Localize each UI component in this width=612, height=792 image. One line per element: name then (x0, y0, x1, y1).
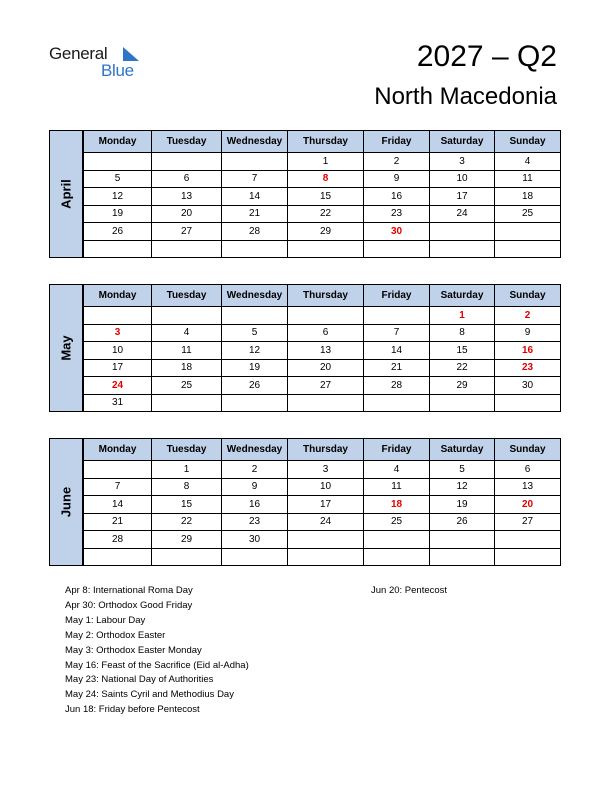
day-cell (288, 394, 364, 412)
day-cell: 14 (84, 496, 152, 514)
day-cell (364, 548, 430, 566)
week-row (84, 513, 561, 531)
day-cell: 26 (430, 513, 495, 531)
day-cell (152, 394, 222, 412)
day-cell: 22 (288, 205, 364, 223)
day-cell: 6 (495, 461, 561, 479)
logo (49, 44, 149, 84)
week-row (84, 324, 561, 342)
day-cell (152, 548, 222, 566)
day-cell (84, 240, 152, 258)
day-cell: 17 (430, 188, 495, 206)
day-cell: 29 (430, 377, 495, 395)
month-label (49, 130, 83, 258)
day-cell: 20 (495, 496, 561, 514)
day-cell: 8 (288, 170, 364, 188)
weekday-header: Thursday (288, 439, 364, 461)
weekday-header: Friday (364, 131, 430, 153)
day-cell: 15 (430, 342, 495, 360)
week-row (84, 342, 561, 360)
day-cell: 18 (495, 188, 561, 206)
day-cell: 27 (152, 223, 222, 241)
weekday-header: Saturday (430, 439, 495, 461)
day-cell (222, 548, 288, 566)
day-cell: 19 (430, 496, 495, 514)
week-row (84, 240, 561, 258)
day-cell: 28 (364, 377, 430, 395)
day-cell (84, 548, 152, 566)
day-cell (495, 240, 561, 258)
day-cell: 5 (84, 170, 152, 188)
day-cell (222, 307, 288, 325)
day-cell: 31 (84, 394, 152, 412)
day-cell (222, 153, 288, 171)
week-row (84, 496, 561, 514)
holiday-note: Apr 8: International Roma Day (65, 585, 193, 596)
day-cell: 4 (495, 153, 561, 171)
day-cell: 25 (364, 513, 430, 531)
day-cell: 20 (288, 359, 364, 377)
holiday-note: Jun 20: Pentecost (371, 585, 448, 596)
day-cell: 6 (288, 324, 364, 342)
day-cell: 9 (364, 170, 430, 188)
weekday-header: Monday (84, 285, 152, 307)
day-cell: 27 (495, 513, 561, 531)
calendar-table (83, 438, 561, 566)
day-cell: 24 (84, 377, 152, 395)
weekday-header: Thursday (288, 131, 364, 153)
day-cell: 9 (495, 324, 561, 342)
week-row (84, 153, 561, 171)
day-cell (495, 223, 561, 241)
weekday-header: Friday (364, 285, 430, 307)
day-cell: 7 (364, 324, 430, 342)
day-cell: 8 (430, 324, 495, 342)
day-cell (364, 394, 430, 412)
day-cell: 16 (495, 342, 561, 360)
logo-text-blue: Blue (101, 61, 134, 80)
day-cell: 4 (152, 324, 222, 342)
day-cell: 12 (430, 478, 495, 496)
day-cell: 5 (430, 461, 495, 479)
day-cell: 18 (152, 359, 222, 377)
day-cell: 5 (222, 324, 288, 342)
day-cell: 13 (152, 188, 222, 206)
day-cell (152, 307, 222, 325)
day-cell (495, 394, 561, 412)
day-cell: 13 (288, 342, 364, 360)
holiday-note: May 16: Feast of the Sacrifice (Eid al-Adha) (65, 659, 249, 671)
day-cell: 13 (495, 478, 561, 496)
day-cell: 15 (288, 188, 364, 206)
day-cell: 4 (364, 461, 430, 479)
day-cell: 19 (84, 205, 152, 223)
week-row (84, 223, 561, 241)
day-cell: 21 (84, 513, 152, 531)
day-cell: 1 (152, 461, 222, 479)
holiday-note: May 23: National Day of Authorities (65, 674, 214, 686)
day-cell: 30 (222, 531, 288, 549)
day-cell: 17 (84, 359, 152, 377)
day-cell: 25 (152, 377, 222, 395)
day-cell (84, 153, 152, 171)
day-cell: 16 (222, 496, 288, 514)
day-cell: 1 (430, 307, 495, 325)
week-row (84, 394, 561, 412)
weekday-header: Sunday (495, 439, 561, 461)
day-cell: 14 (364, 342, 430, 360)
week-row (84, 205, 561, 223)
day-cell: 28 (84, 531, 152, 549)
week-row (84, 170, 561, 188)
day-cell: 10 (288, 478, 364, 496)
day-cell (430, 240, 495, 258)
month-name: June (58, 486, 74, 518)
weekday-header: Monday (84, 131, 152, 153)
page-subtitle: North Macedonia (374, 83, 557, 110)
day-cell (495, 531, 561, 549)
day-cell: 7 (84, 478, 152, 496)
day-cell (84, 461, 152, 479)
day-cell: 10 (84, 342, 152, 360)
day-cell: 26 (222, 377, 288, 395)
week-row (84, 377, 561, 395)
day-cell: 25 (495, 205, 561, 223)
holiday-note: May 1: Labour Day (65, 614, 146, 626)
day-cell: 24 (288, 513, 364, 531)
day-cell (152, 153, 222, 171)
weekday-header: Tuesday (152, 285, 222, 307)
day-cell (430, 394, 495, 412)
day-cell (364, 240, 430, 258)
day-cell (288, 548, 364, 566)
day-cell: 16 (364, 188, 430, 206)
weekday-header: Saturday (430, 285, 495, 307)
day-cell: 8 (152, 478, 222, 496)
day-cell (364, 531, 430, 549)
day-cell (222, 240, 288, 258)
day-cell: 11 (495, 170, 561, 188)
holiday-notes-right (371, 584, 447, 599)
month-label (49, 284, 83, 412)
day-cell: 30 (495, 377, 561, 395)
day-cell: 18 (364, 496, 430, 514)
holiday-note: Apr 30: Orthodox Good Friday (65, 599, 193, 611)
holiday-note: Jun 18: Friday before Pentecost (65, 704, 200, 716)
day-cell: 7 (222, 170, 288, 188)
weekday-header: Thursday (288, 285, 364, 307)
calendar-table (83, 284, 561, 412)
weekday-header: Tuesday (152, 439, 222, 461)
page-title: 2027 – Q2 (416, 40, 557, 73)
holiday-note: May 3: Orthodox Easter Monday (65, 644, 202, 656)
day-cell: 21 (222, 205, 288, 223)
day-cell: 20 (152, 205, 222, 223)
day-cell (430, 223, 495, 241)
day-cell: 23 (495, 359, 561, 377)
month-label (49, 438, 83, 566)
day-cell: 2 (222, 461, 288, 479)
day-cell: 29 (152, 531, 222, 549)
day-cell: 6 (152, 170, 222, 188)
month-name: April (58, 179, 74, 209)
day-cell (152, 240, 222, 258)
day-cell: 12 (84, 188, 152, 206)
day-cell: 23 (364, 205, 430, 223)
day-cell: 3 (84, 324, 152, 342)
weekday-header: Tuesday (152, 131, 222, 153)
weekday-header: Wednesday (222, 439, 288, 461)
day-cell (288, 531, 364, 549)
day-cell: 3 (288, 461, 364, 479)
day-cell: 15 (152, 496, 222, 514)
month-name: May (58, 335, 74, 361)
holiday-note: May 2: Orthodox Easter (65, 629, 166, 641)
holiday-note: May 24: Saints Cyril and Methodius Day (65, 689, 234, 701)
day-cell (288, 307, 364, 325)
calendar-table (83, 130, 561, 258)
week-row (84, 531, 561, 549)
day-cell: 21 (364, 359, 430, 377)
weekday-header: Sunday (495, 131, 561, 153)
holiday-notes-left (65, 584, 249, 718)
week-row (84, 548, 561, 566)
logo-triangle-icon (123, 47, 139, 61)
day-cell (288, 240, 364, 258)
weekday-header: Monday (84, 439, 152, 461)
day-cell: 22 (152, 513, 222, 531)
day-cell: 2 (495, 307, 561, 325)
week-row (84, 307, 561, 325)
day-cell: 9 (222, 478, 288, 496)
week-row (84, 478, 561, 496)
weekday-header: Saturday (430, 131, 495, 153)
day-cell (430, 548, 495, 566)
day-cell: 14 (222, 188, 288, 206)
day-cell: 22 (430, 359, 495, 377)
day-cell: 11 (364, 478, 430, 496)
day-cell: 17 (288, 496, 364, 514)
day-cell: 29 (288, 223, 364, 241)
day-cell: 30 (364, 223, 430, 241)
day-cell: 23 (222, 513, 288, 531)
day-cell: 2 (364, 153, 430, 171)
weekday-header: Wednesday (222, 131, 288, 153)
day-cell: 26 (84, 223, 152, 241)
logo-text-general: General (49, 44, 108, 63)
day-cell: 12 (222, 342, 288, 360)
day-cell: 1 (288, 153, 364, 171)
weekday-header: Wednesday (222, 285, 288, 307)
day-cell: 28 (222, 223, 288, 241)
day-cell: 11 (152, 342, 222, 360)
week-row (84, 359, 561, 377)
day-cell (364, 307, 430, 325)
day-cell (430, 531, 495, 549)
weekday-header: Sunday (495, 285, 561, 307)
day-cell (84, 307, 152, 325)
day-cell: 27 (288, 377, 364, 395)
day-cell: 3 (430, 153, 495, 171)
day-cell (495, 548, 561, 566)
week-row (84, 188, 561, 206)
weekday-header: Friday (364, 439, 430, 461)
day-cell: 19 (222, 359, 288, 377)
day-cell: 10 (430, 170, 495, 188)
day-cell (222, 394, 288, 412)
day-cell: 24 (430, 205, 495, 223)
week-row (84, 461, 561, 479)
